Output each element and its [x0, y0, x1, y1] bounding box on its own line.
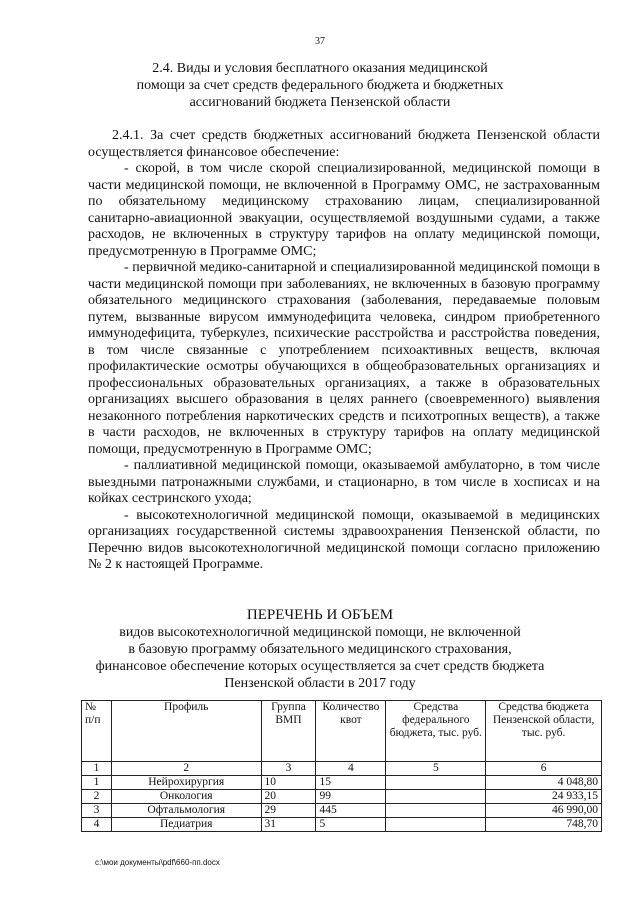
- table-cell: 4: [82, 818, 112, 832]
- list-title-line: в базовую программу обязательного медицинского страхования,: [128, 642, 512, 657]
- header-cell-number: № п/п: [82, 701, 112, 762]
- header-cell-profile: Профиль: [111, 701, 261, 762]
- list-title-line: ПЕРЕЧЕНЬ И ОБЪЕМ: [246, 607, 394, 623]
- table-cell: Онкология: [111, 790, 261, 804]
- hvmp-table: [81, 700, 602, 832]
- table-cell: 1: [82, 776, 112, 790]
- table-row: [82, 804, 602, 818]
- table-header-row: [82, 701, 602, 762]
- table-cell: 20: [261, 790, 316, 804]
- table-cell: 5: [316, 818, 386, 832]
- table-cell: 24 933,15: [486, 790, 602, 804]
- paragraph: - первичной медико-санитарной и специализированной медицинской помощи в части медицинской помощи при заболеваниях, не включенных в базовую программу обязательного медицинского страхования (заболевания, передаваемые половым путем, вызванные вирусом иммунодефицита человека, синдром приобретенного иммунодефицита, туберкулез, психические расстройства и расстройства поведения, в том числе связанные с употреблением психоактивных веществ, включая профилактические осмотры обучающихся в общеобразовательных организациях и профессиональных образовательных организациях, а также в образовательных организациях высшего образования в целях раннего (своевременного) выявления незаконного потребления наркотических средств и психотропных веществ), а также в части расходов, не включенных в структуру тарифов на оплату медицинской помощи, предусмотренную в Программе ОМС;: [88, 260, 600, 457]
- file-path-footer: c:\мои документы\pdf\660-пп.docx: [95, 858, 220, 867]
- header-cell-group: Группа ВМП: [261, 701, 316, 762]
- list-title-line: Пензенской области в 2017 году: [224, 676, 416, 691]
- table-cell: 2: [111, 762, 261, 776]
- heading-line: ассигнований бюджета Пензенской области: [189, 95, 451, 110]
- table-cell: 5: [386, 762, 486, 776]
- heading-line: 2.4. Виды и условия бесплатного оказания медицинской: [152, 61, 488, 76]
- table-cell: [386, 776, 486, 790]
- paragraph: 2.4.1. За счет средств бюджетных ассигнований бюджета Пензенской области осуществляется финансовое обеспечение:: [88, 128, 600, 160]
- paragraph: - паллиативной медицинской помощи, оказываемой амбулаторно, в том числе выездными патронажными службами, и стационарно, в том числе в хосписах и на койках сестринского ухода;: [88, 458, 600, 506]
- table-cell: 748,70: [486, 818, 602, 832]
- table-cell: [386, 818, 486, 832]
- header-cell-quota: Количество квот: [316, 701, 386, 762]
- table-cell: 2: [82, 790, 112, 804]
- paragraph: - скорой, в том числе скорой специализированной, медицинской помощи в части медицинской помощи, не включенной в Программу ОМС, не застрахованным по обязательному медицинскому страхованию лицам, специализированной санитарно-авиационной эвакуации, осуществляемой воздушными судами, а также расходов, не включенных в структуру тарифов на оплату медицинской помощи, предусмотренную в Программе ОМС;: [88, 161, 600, 259]
- table-cell: [386, 804, 486, 818]
- table-cell: Нейрохирургия: [111, 776, 261, 790]
- table-cell: 99: [316, 790, 386, 804]
- table-cell: Офтальмология: [111, 804, 261, 818]
- table-cell: 10: [261, 776, 316, 790]
- table-cell: 46 990,00: [486, 804, 602, 818]
- table-cell: 4: [316, 762, 386, 776]
- table-cell: 15: [316, 776, 386, 790]
- header-cell-regional: Средства бюджета Пензенской области, тыс. руб.: [486, 701, 602, 762]
- table-cell: 29: [261, 804, 316, 818]
- table-row: [82, 790, 602, 804]
- body-text: [88, 128, 600, 574]
- table-cell: Педиатрия: [111, 818, 261, 832]
- heading-line: помощи за счет средств федерального бюджета и бюджетных: [136, 78, 504, 93]
- section-heading: [95, 60, 545, 111]
- table-cell: 3: [82, 804, 112, 818]
- table-cell: 3: [261, 762, 316, 776]
- table-numbering-row: [82, 762, 602, 776]
- table-cell: 31: [261, 818, 316, 832]
- header-cell-federal: Средства федерального бюджета, тыс. руб.: [386, 701, 486, 762]
- paragraph: - высокотехнологичной медицинской помощи, оказываемой в медицинских организациях государственной системы здравоохранения Пензенской области, по Перечню видов высокотехнологичной медицинской помощи согласно приложению № 2 к настоящей Программе.: [88, 507, 600, 572]
- list-title-line: видов высокотехнологичной медицинской помощи, не включенной: [119, 625, 521, 640]
- table-cell: 445: [316, 804, 386, 818]
- list-title-line: финансовое обеспечение которых осуществляется за счет средств бюджета: [95, 659, 545, 674]
- table-cell: 6: [486, 762, 602, 776]
- table-row: [82, 818, 602, 832]
- table-cell: 4 048,80: [486, 776, 602, 790]
- table-cell: 1: [82, 762, 112, 776]
- table-row: [82, 776, 602, 790]
- page-number: 37: [315, 36, 325, 47]
- list-title: [60, 607, 580, 692]
- table-cell: [386, 790, 486, 804]
